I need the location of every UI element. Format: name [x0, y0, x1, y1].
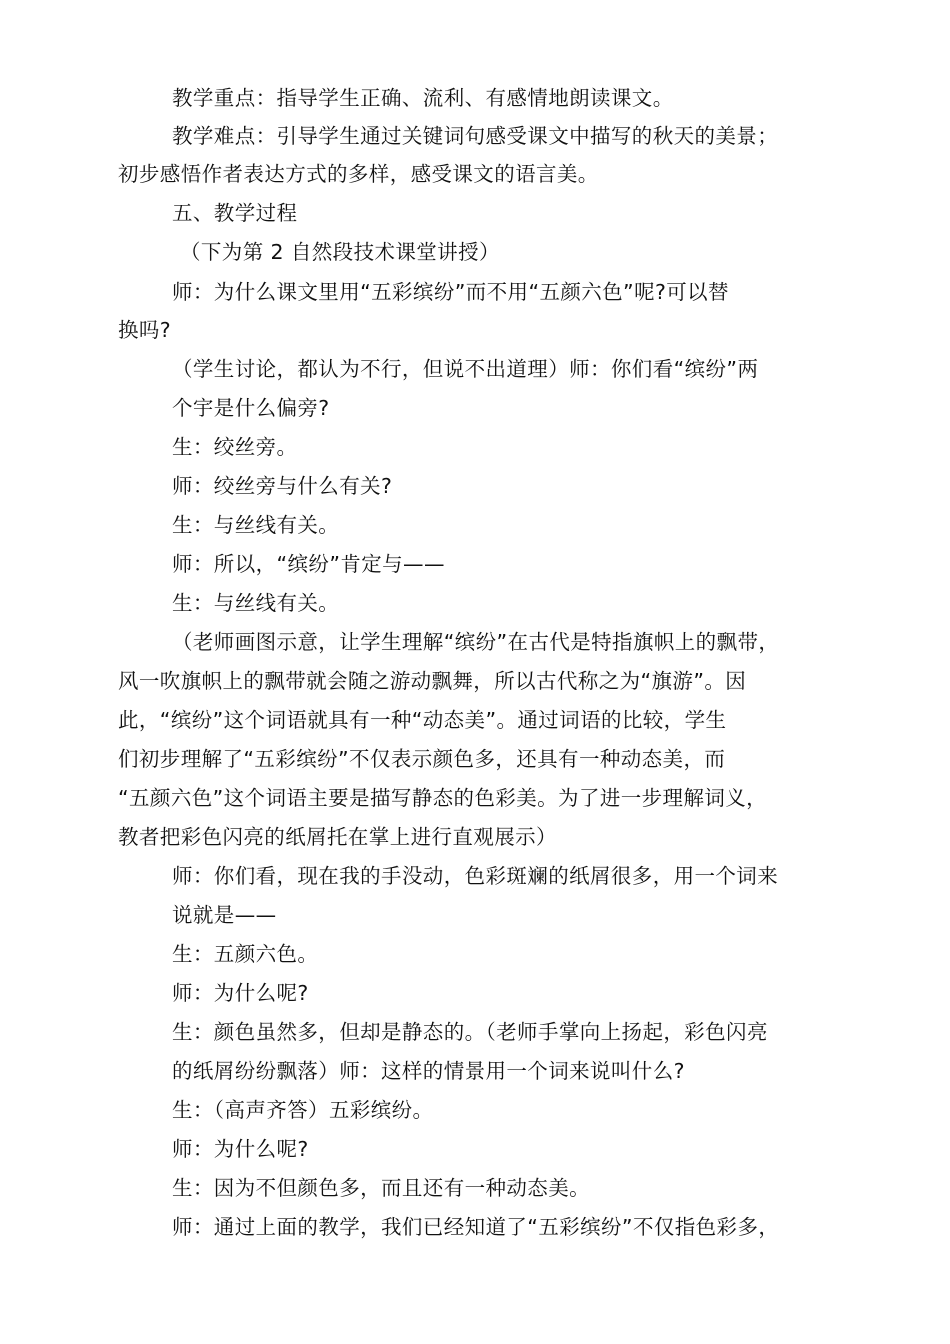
text-line: 生：因为不但颜色多，而且还有一种动态美。 — [172, 1176, 590, 1200]
text-line: 教者把彩色闪亮的纸屑托在掌上进行直观展示） — [118, 825, 557, 849]
text-line: 的纸屑纷纷飘落）师：这样的情景用一个词来说叫什么? — [172, 1059, 685, 1083]
text-line: 生：绞丝旁。 — [172, 435, 298, 459]
text-line: 师：通过上面的教学，我们已经知道了“五彩缤纷”不仅指色彩多， — [172, 1215, 780, 1239]
text-line: 个宇是什么偏旁? — [172, 396, 330, 420]
text-line-teaching-focus: 教学重点：指导学生正确、流利、有感情地朗读课文。 — [172, 86, 674, 110]
text-line: （老师画图示意，让学生理解“缤纷”在古代是特指旗帜上的飘带， — [172, 630, 780, 654]
text-line: 生：与丝线有关。 — [172, 513, 340, 537]
text-line: 生：与丝线有关。 — [172, 591, 340, 615]
section-subheading: （下为第 2 自然段技术课堂讲授） — [180, 240, 500, 264]
text-line: 师：绞丝旁与什么有关? — [172, 474, 393, 498]
text-line: 此，“缤纷”这个词语就具有一种“动态美”。通过词语的比较，学生 — [118, 708, 727, 732]
text-line: 师：为什么呢? — [172, 1137, 309, 1161]
text-line: 初步感悟作者表达方式的多样，感受课文的语言美。 — [118, 162, 599, 186]
text-line: 说就是—— — [172, 903, 277, 927]
text-line: 风一吹旗帜上的飘带就会随之游动飘舞，所以古代称之为“旗游”。因 — [118, 669, 747, 693]
text-line: “五颜六色”这个词语主要是描写静态的色彩美。为了进一步理解词义， — [118, 786, 768, 810]
text-line-teaching-difficulty: 教学难点：引导学生通过关键词句感受课文中描写的秋天的美景； — [172, 124, 779, 148]
text-line: 生：（高声齐答）五彩缤纷。 — [172, 1098, 434, 1122]
text-line: 们初步理解了“五彩缤纷”不仅表示颜色多，还具有一种动态美，而 — [118, 747, 726, 771]
text-line: 换吗? — [118, 318, 172, 342]
text-line: 师：为什么呢? — [172, 981, 309, 1005]
text-line: 生：五颜六色。 — [172, 942, 319, 966]
text-line: 师：为什么课文里用“五彩缤纷”而不用“五颜六色”呢?可以替 — [172, 280, 729, 304]
text-line: 师：你们看，现在我的手没动，色彩斑斓的纸屑很多，用一个词来 — [172, 864, 779, 888]
text-line: （学生讨论，都认为不行，但说不出道理）师：你们看“缤纷”两 — [172, 357, 759, 381]
text-line: 师：所以，“缤纷”肯定与—— — [172, 552, 445, 576]
section-heading: 五、教学过程 — [172, 201, 298, 225]
text-line: 生：颜色虽然多，但却是静态的。（老师手掌向上扬起，彩色闪亮 — [172, 1020, 768, 1044]
